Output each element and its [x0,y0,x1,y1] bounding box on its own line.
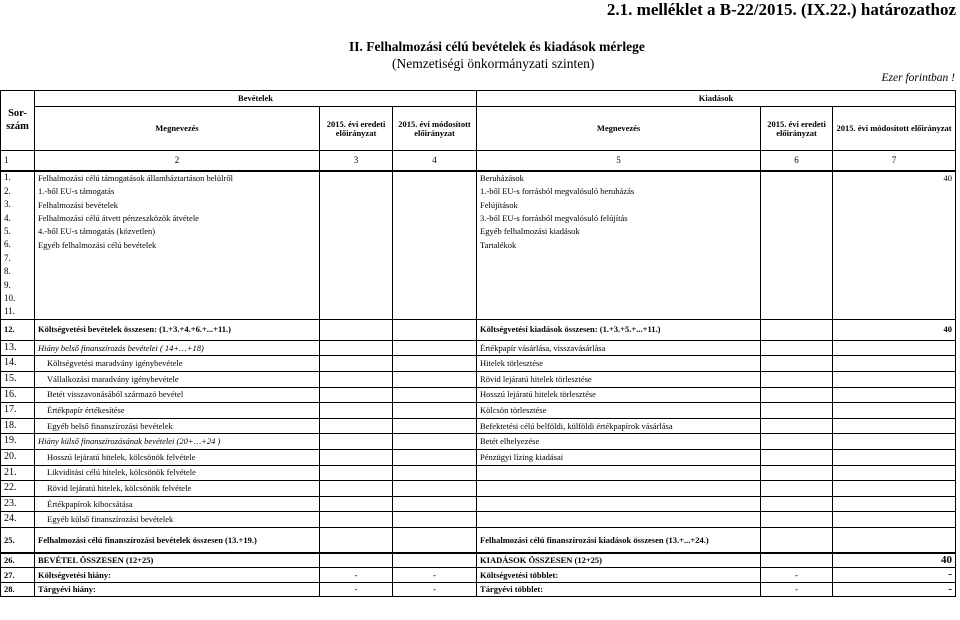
expense-original [761,185,833,198]
revenue-item: BEVÉTEL ÖSSZESEN (12+25) [35,553,320,568]
colnum-5: 5 [477,151,761,171]
row-number: 1. [1,171,35,185]
row-number: 16. [1,387,35,403]
expense-original [761,198,833,211]
expense-item: Felhalmozási célú finanszírozási kiadások összesen (13.+...+24.) [477,527,761,553]
expense-original [761,279,833,292]
revenue-item: Értékpapír értékesítése [35,403,320,419]
table-row [1,387,956,403]
header-bevetelek: Bevételek [35,91,477,107]
expense-item: Felújítások [477,198,761,211]
expense-original [761,496,833,512]
expense-original [761,481,833,497]
expense-modified [833,305,956,319]
row-number: 22. [1,481,35,497]
expense-item: Beruházások [477,171,761,185]
table-row [1,496,956,512]
revenue-original [320,238,393,251]
colnum-7: 7 [833,151,956,171]
table-row [1,512,956,528]
table-row-row28 [1,582,956,597]
expense-item: Tárgyévi többlet: [477,582,761,597]
expense-original [761,553,833,568]
expense-original: - [761,582,833,597]
row-number: 19. [1,434,35,450]
expense-item: Rövid lejáratú hitelek törlesztése [477,371,761,387]
table-row [1,434,956,450]
row-number: 20. [1,449,35,465]
row-number: 27. [1,568,35,583]
revenue-modified [393,198,477,211]
header-eredeti-left: 2015. évi eredeti előirányzat [320,107,393,151]
expense-original [761,387,833,403]
revenue-original [320,319,393,340]
row-number: 26. [1,553,35,568]
table-row-finance-total [1,527,956,553]
revenue-modified [393,340,477,356]
table-row [1,292,956,305]
revenue-modified [393,387,477,403]
row-number: 4. [1,212,35,225]
expense-item [477,512,761,528]
revenue-modified [393,225,477,238]
table-body [1,91,956,597]
revenue-original [320,465,393,481]
revenue-modified [393,292,477,305]
expense-item [477,292,761,305]
expense-modified: 40 [833,171,956,185]
table-row [1,185,956,198]
expense-modified [833,496,956,512]
revenue-modified [393,553,477,568]
expense-item [477,279,761,292]
revenue-item [35,252,320,265]
table-row [1,238,956,251]
expense-original [761,252,833,265]
row-number: 13. [1,340,35,356]
revenue-original [320,185,393,198]
expense-item: Hitelek törlesztése [477,356,761,372]
expense-original [761,418,833,434]
unit-note: Ezer forintban ! [881,72,955,84]
expense-modified [833,212,956,225]
expense-item: Költségvetési többlet: [477,568,761,583]
revenue-original [320,553,393,568]
table-row-total-budget [1,319,956,340]
revenue-original [320,171,393,185]
expense-original [761,403,833,419]
expense-modified [833,225,956,238]
row-number: 9. [1,279,35,292]
row-number: 5. [1,225,35,238]
revenue-original [320,449,393,465]
table-row [1,449,956,465]
revenue-item: Felhalmozási célú finanszírozási bevételek összesen (13.+19.) [35,527,320,553]
expense-original [761,238,833,251]
revenue-original [320,212,393,225]
colnum-1: 1 [1,151,35,171]
revenue-item: Egyéb felhalmozási célú bevételek [35,238,320,251]
revenue-original [320,279,393,292]
table-row [1,225,956,238]
table-row [1,198,956,211]
revenue-original [320,512,393,528]
revenue-item: Költségvetési bevételek összesen: (1.+3.+4.+6.+...+11.) [35,319,320,340]
revenue-item: Likviditási célú hitelek, kölcsönök felvétele [35,465,320,481]
revenue-item: Tárgyévi hiány: [35,582,320,597]
expense-modified [833,252,956,265]
expense-original [761,265,833,278]
table-row [1,171,956,185]
revenue-original [320,292,393,305]
revenue-item: Betét visszavonásából származó bevétel [35,387,320,403]
revenue-original [320,305,393,319]
expense-item: Hosszú lejáratú hitelek törlesztése [477,387,761,403]
table-row [1,481,956,497]
expense-modified [833,265,956,278]
expense-original [761,512,833,528]
revenue-original [320,225,393,238]
revenue-modified: - [393,582,477,597]
table-row [1,265,956,278]
revenue-item: Egyéb belső finanszírozási bevételek [35,418,320,434]
revenue-item: 1.-ből EU-s támogatás [35,185,320,198]
revenue-modified [393,238,477,251]
revenue-item: Felhalmozási bevételek [35,198,320,211]
expense-modified [833,481,956,497]
expense-modified [833,465,956,481]
expense-modified [833,418,956,434]
revenue-modified [393,212,477,225]
colnum-3: 3 [320,151,393,171]
row-number: 7. [1,252,35,265]
revenue-modified [393,449,477,465]
header-megnevezes-left: Megnevezés [35,107,320,151]
column-number-row [1,151,956,171]
revenue-item [35,292,320,305]
expense-modified [833,185,956,198]
revenue-original [320,252,393,265]
expense-modified: - [833,582,956,597]
expense-item [477,481,761,497]
revenue-item: Hiány belső finanszírozás bevételei ( 14+…+18) [35,340,320,356]
revenue-original [320,340,393,356]
expense-modified: 40 [833,319,956,340]
expense-item: Értékpapír vásárlása, visszavásárlása [477,340,761,356]
expense-modified [833,279,956,292]
document-title: II. Felhalmozási célú bevételek és kiadások mérlege [349,39,645,54]
revenue-item: 4.-ből EU-s támogatás (közvetlen) [35,225,320,238]
expense-item: Pénzügyi lízing kiadásai [477,449,761,465]
table-row [1,279,956,292]
expense-original [761,171,833,185]
expense-modified [833,356,956,372]
expense-item: Tartalékok [477,238,761,251]
revenue-original [320,496,393,512]
expense-modified [833,340,956,356]
table-row [1,403,956,419]
expense-modified [833,238,956,251]
row-number: 15. [1,371,35,387]
row-number: 23. [1,496,35,512]
row-number: 2. [1,185,35,198]
header-modositott-right: 2015. évi módosított előirányzat [833,107,956,151]
header-megnevezes-right: Megnevezés [477,107,761,151]
revenue-modified [393,319,477,340]
expense-item: KIADÁSOK ÖSSZESEN (12+25) [477,553,761,568]
revenue-modified [393,279,477,292]
revenue-original: - [320,568,393,583]
revenue-modified [393,356,477,372]
header-sorszam: Sor- szám [1,91,35,151]
expense-original [761,319,833,340]
expense-modified: 40 [833,553,956,568]
expense-item [477,265,761,278]
expense-modified [833,292,956,305]
table-row [1,418,956,434]
revenue-original [320,198,393,211]
row-number: 17. [1,403,35,419]
revenue-item [35,305,320,319]
expense-modified: - [833,568,956,583]
row-number: 10. [1,292,35,305]
revenue-item: Rövid lejáratú hitelek, kölcsönök felvétele [35,481,320,497]
table-row-row27 [1,568,956,583]
revenue-original [320,418,393,434]
revenue-item [35,265,320,278]
expense-modified [833,434,956,450]
row-number: 14. [1,356,35,372]
table-row-grand-total [1,553,956,568]
table-row [1,212,956,225]
expense-item [477,496,761,512]
expense-item: 1.-ből EU-s forrásból megvalósuló beruházás [477,185,761,198]
colnum-4: 4 [393,151,477,171]
revenue-original: - [320,582,393,597]
revenue-modified [393,252,477,265]
expense-original [761,212,833,225]
expense-original [761,465,833,481]
expense-item: 3.-ból EU-s forrásból megvalósuló felújítás [477,212,761,225]
annex-title: 2.1. melléklet a B-22/2015. (IX.22.) határozathoz [606,0,956,19]
expense-original [761,356,833,372]
row-number: 24. [1,512,35,528]
expense-original [761,305,833,319]
revenue-modified [393,185,477,198]
expense-modified [833,387,956,403]
table-row [1,252,956,265]
revenue-item [35,279,320,292]
expense-item [477,465,761,481]
revenue-item: Felhalmozási célú támogatások államháztartáson belülről [35,171,320,185]
row-number: 25. [1,527,35,553]
table-row [1,356,956,372]
revenue-item: Felhalmozási célú átvett pénzeszközök átvétele [35,212,320,225]
row-number: 18. [1,418,35,434]
revenue-modified [393,434,477,450]
balance-table [0,90,956,597]
expense-item: Betét elhelyezése [477,434,761,450]
header-modositott-left: 2015. évi módosított előirányzat [393,107,477,151]
revenue-original [320,387,393,403]
expense-item: Egyéb felhalmozási kiadások [477,225,761,238]
expense-item: Kölcsön törlesztése [477,403,761,419]
revenue-modified [393,481,477,497]
header-eredeti-right: 2015. évi eredeti előirányzat [761,107,833,151]
revenue-original [320,371,393,387]
revenue-item: Hosszú lejáratú hitelek, kölcsönök felvétele [35,449,320,465]
revenue-original [320,527,393,553]
expense-item: Befektetési célú belföldi, külföldi értékpapírok vásárlása [477,418,761,434]
revenue-modified [393,496,477,512]
expense-original [761,449,833,465]
revenue-modified [393,418,477,434]
row-number: 8. [1,265,35,278]
revenue-original [320,481,393,497]
expense-original [761,340,833,356]
expense-original [761,371,833,387]
revenue-item: Egyéb külső finanszírozási bevételek [35,512,320,528]
revenue-item: Vállalkozási maradvány igénybevétele [35,371,320,387]
expense-item [477,252,761,265]
expense-modified [833,371,956,387]
revenue-modified [393,171,477,185]
expense-modified [833,449,956,465]
table-row [1,305,956,319]
revenue-modified: - [393,568,477,583]
expense-modified [833,198,956,211]
revenue-item: Költségvetési hiány: [35,568,320,583]
expense-item [477,305,761,319]
revenue-modified [393,512,477,528]
table-row [1,465,956,481]
row-number: 21. [1,465,35,481]
revenue-modified [393,527,477,553]
expense-original: - [761,568,833,583]
expense-modified [833,403,956,419]
table-row [1,340,956,356]
revenue-modified [393,305,477,319]
expense-item: Költségvetési kiadások összesen: (1.+3.+5.+...+11.) [477,319,761,340]
revenue-original [320,265,393,278]
colnum-2: 2 [35,151,320,171]
revenue-item: Költségvetési maradvány igénybevétele [35,356,320,372]
colnum-6: 6 [761,151,833,171]
revenue-modified [393,265,477,278]
row-number: 6. [1,238,35,251]
expense-original [761,225,833,238]
revenue-item: Hiány külső finanszírozásának bevételei (20+…+24 ) [35,434,320,450]
document-subtitle: (Nemzetiségi önkormányzati szinten) [392,56,595,71]
revenue-original [320,434,393,450]
revenue-original [320,403,393,419]
expense-original [761,527,833,553]
revenue-modified [393,371,477,387]
row-number: 11. [1,305,35,319]
header-kiadasok: Kiadások [477,91,956,107]
expense-modified [833,512,956,528]
revenue-item: Értékpapírok kibocsátása [35,496,320,512]
revenue-original [320,356,393,372]
table-row [1,371,956,387]
expense-original [761,434,833,450]
row-number: 3. [1,198,35,211]
expense-original [761,292,833,305]
row-number: 12. [1,319,35,340]
row-number: 28. [1,582,35,597]
expense-modified [833,527,956,553]
revenue-modified [393,465,477,481]
revenue-modified [393,403,477,419]
